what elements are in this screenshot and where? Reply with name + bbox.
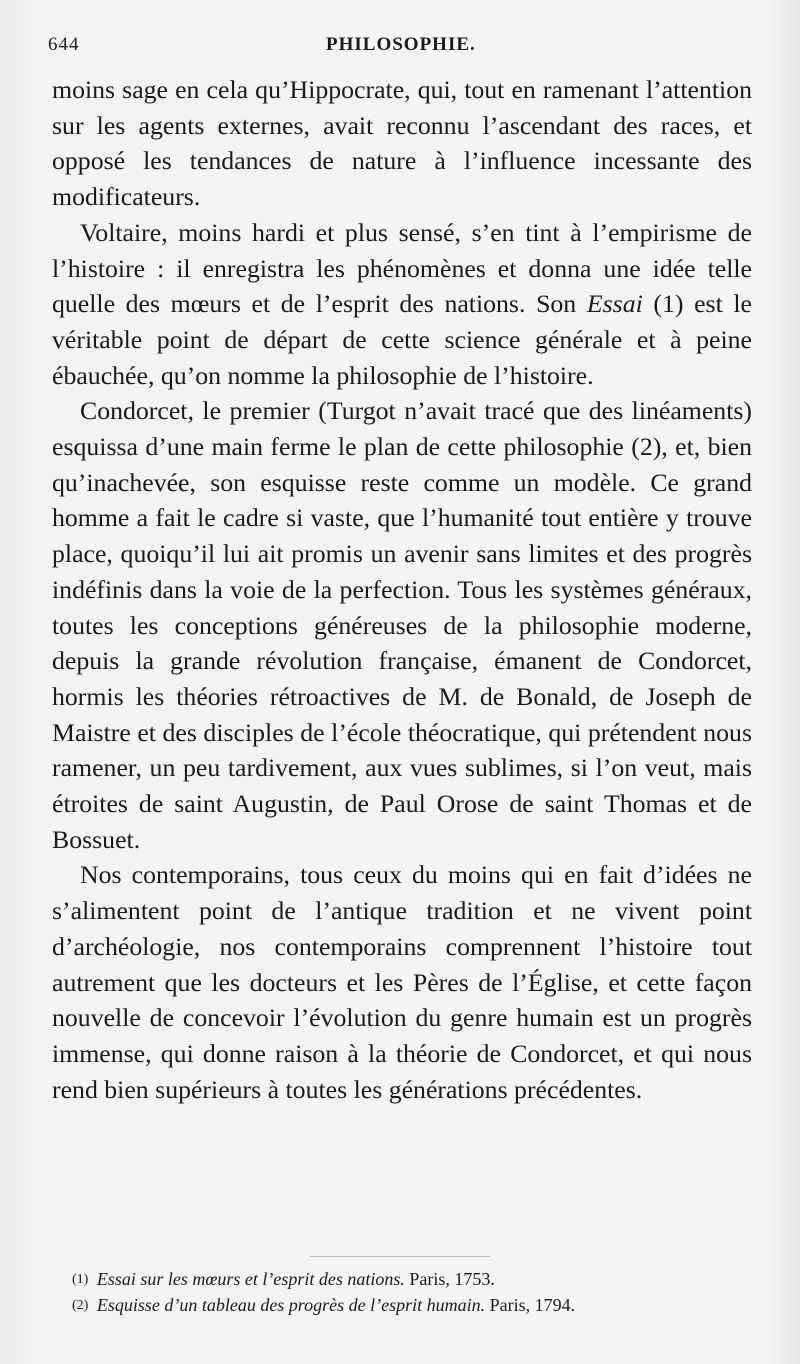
footnote-title: Essai sur les mœurs et l’esprit des nations.	[96, 1269, 405, 1289]
paragraph-condorcet: Condorcet, le premier (Turgot n’avait tracé que des linéaments) esquissa d’une main ferme le plan de cette philosophie (2), et, bien qu’inachevée, son esquisse reste comme un modèle. Ce grand homme a fait le cadre si vaste, que l’humanité tout entière y trouve place, quoiqu’il lui ait promis un avenir sans limites et des progrès indéfinis dans la voie de la perfection. Tous les systèmes généraux, toutes les conceptions généreuses de la philosophie moderne, depuis la grande révolution française, émanent de Condorcet, hormis les théories rétroactives de M. de Bonald, de Joseph de Maistre et des disciples de l’école théocratique, qui prétendent nous ramener, un peu tardivement, aux vues sublimes, si l’on veut, mais étroites de saint Augustin, de Paul Orose de saint Thomas et de Bossuet.	[52, 396, 752, 854]
page-header	[48, 34, 752, 64]
paragraph-contemporains: Nos contemporains, tous ceux du moins qui en fait d’idées ne s’alimentent point de l’antique tradition et ne vivent point d’archéologie, nos contemporains comprennent l’histoire tout autrement que les docteurs et les Pères de l’Église, et cette façon nouvelle de concevoir l’évolution du genre humain est un progrès immense, qui donne raison à la théorie de Condorcet, et qui nous rend bien supérieurs à toutes les générations précédentes.	[52, 860, 752, 1104]
footnote-ref: (1)	[72, 1272, 89, 1287]
footnote-place-date: Paris, 1794.	[489, 1295, 576, 1315]
footnote-ref: (2)	[72, 1298, 89, 1313]
footnote-2	[72, 1292, 752, 1318]
footnote-divider	[310, 1256, 490, 1257]
footnote-1	[72, 1266, 752, 1292]
son-word: Son	[536, 289, 577, 319]
paragraph-voltaire-rest: (1) est le véritable point de départ de cette science générale et à peine ébauchée, qu’on nomme la philosophie de l’histoire.	[52, 289, 753, 390]
footnotes	[72, 1266, 752, 1318]
paragraph-continued: moins sage en cela qu’Hippocrate, qui, tout en ramenant l’attention sur les agents externes, avait reconnu l’ascendant des races, et opposé les tendances de nature à l’influence incessante des modificateurs.	[52, 75, 752, 212]
footnote-title: Esquisse d’un tableau des progrès de l’esprit humain.	[96, 1295, 486, 1315]
running-title: PHILOSOPHIE.	[326, 34, 476, 55]
page-number: 644	[48, 34, 80, 55]
main-text	[52, 72, 752, 1107]
footnote-place-date: Paris, 1753.	[409, 1269, 495, 1289]
paragraph-voltaire	[52, 215, 752, 394]
paragraph-voltaire-text: Voltaire, moins hardi et plus sensé, s’en tint à l’empirisme de l’histoire : il enregistra les phénomènes et donna une idée telle quelle des mœurs et de l’esprit des nations.	[52, 217, 752, 319]
essai-title: Essai	[586, 289, 643, 319]
